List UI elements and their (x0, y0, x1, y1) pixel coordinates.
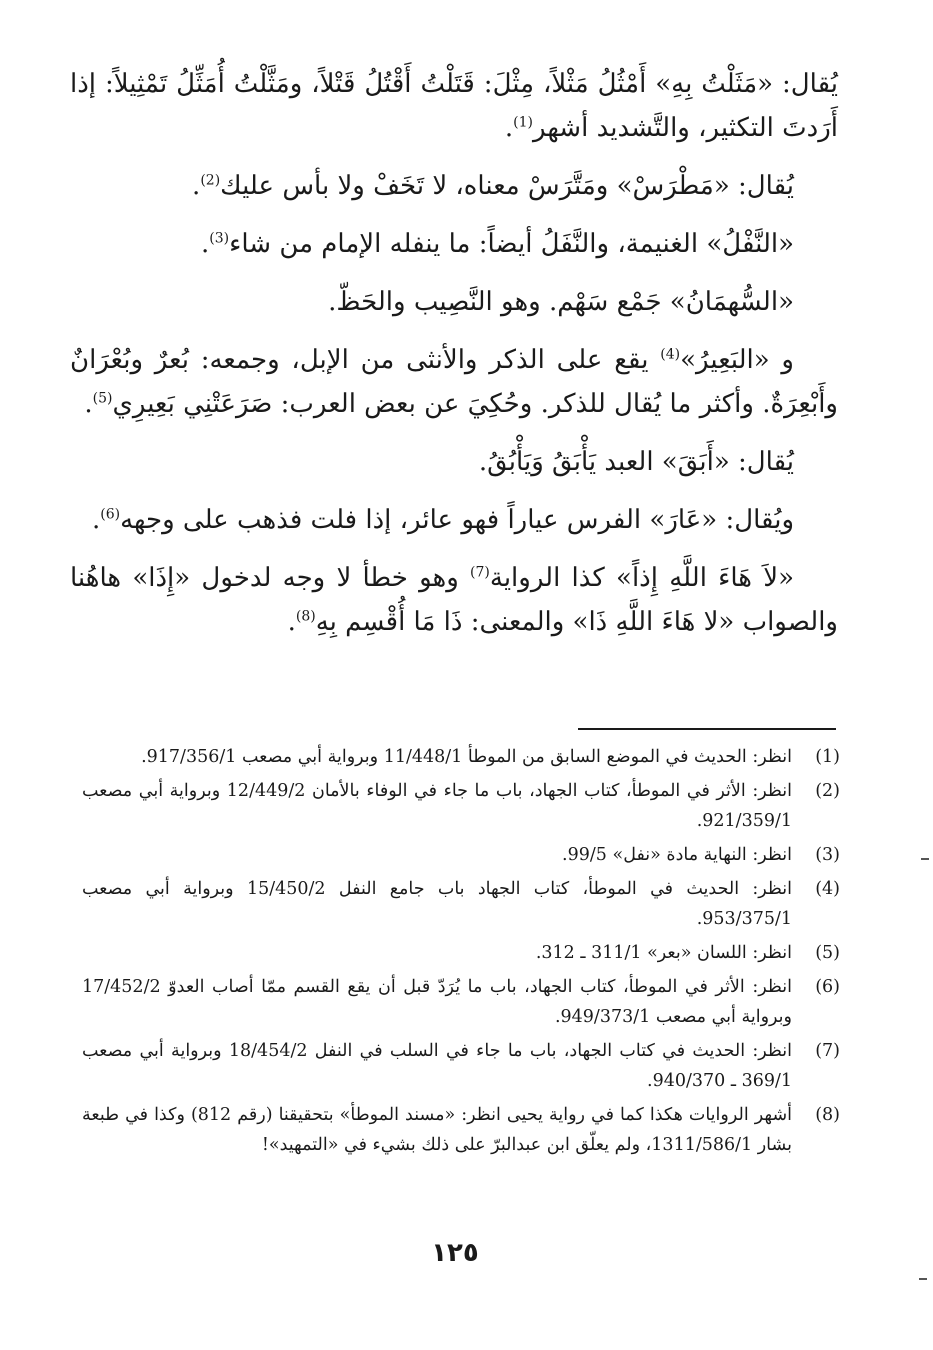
paragraph: يُقال: «مَثَلْتُ بِهِ» أَمْثُلُ مَثْلاً، مِثْلَ: قَتَلْتُ أَقْتُلُ قَتْلاً، ومَثَّلْتُ أُمَثِّلُ تَمْثِيلاً: إذا أَرَدتَ التكثير، والتَّشديد أشهر$^{(1)}$. (70, 69, 838, 143)
paragraph: و «البَعِيرُ»$^{(4)}$ يقع على الذكر والأنثى من الإبل، وجمعه: بُعرٌ وبُعْرَانٌ وأَبْعِرَةٌ. وأكثر ما يُقال للذكر. وحُكِيَ عن بعض العرب: صَرَعَتْنِي بَعِيرِي$^{(5)}$. (70, 345, 838, 419)
footnote-number: (5) (815, 943, 840, 963)
footnote-item (82, 742, 840, 772)
paragraph: يُقال: «مَطْرَسْ» ومَتَّرَسْ معناه، لا تَخَفْ ولا بأس عليك$^{(2)}$. (192, 171, 794, 201)
footnote-item (82, 874, 840, 934)
footnote-text: انظر: الأثر في الموطأ، كتاب الجهاد، باب ما جاء في الوفاء بالأمان 12/449/2 وبرواية أبي مصعب 921/359/1. (82, 781, 792, 831)
footnote-ref[interactable]: (1) (513, 114, 533, 131)
footnote-number: (7) (815, 1041, 840, 1061)
paragraph: ويُقال: «عَارَ» الفرس عياراً فهو عائر، إذا فلت فذهب على وجهه$^{(6)}$. (91, 505, 794, 535)
footnote-text: انظر: الأثر في الموطأ، كتاب الجهاد، باب ما يُرَدّ قبل أن يقع القسم ممّا أصاب العدوّ 17/452/2 وبرواية أبي مصعب 949/373/1. (82, 977, 792, 1027)
scan-edge-mark (919, 1278, 927, 1280)
footnote-number: (6) (815, 977, 840, 997)
footnote-ref[interactable]: (6) (100, 506, 121, 523)
page-number: ١٢٥ (431, 1238, 479, 1268)
footnote-ref[interactable]: (2) (200, 172, 221, 189)
footnote-text: انظر: الحديث في الموضع السابق من الموطأ 11/448/1 وبرواية أبي مصعب 917/356/1. (141, 747, 792, 767)
footnote-text: أشهر الروايات هكذا كما في رواية يحيى انظر: «مسند الموطأ» بتحقيقنا (رقم 812) وكذا في طبعة بشار 1311/586/1، ولم يعلّق ابن عبدالبرّ على ذلك بشيء في «التمهيد»! (82, 1105, 792, 1155)
footnote-ref[interactable]: (4) (660, 346, 681, 363)
footnote-number: (2) (815, 781, 840, 801)
footnote-text: انظر: الحديث في الموطأ، كتاب الجهاد باب جامع النفل 15/450/2 وبرواية أبي مصعب 953/375/1. (82, 879, 792, 929)
footnote-item (82, 776, 840, 836)
footnote-number: (3) (815, 845, 840, 865)
paragraph: يُقال: «أَبَقَ» العبد يَأْبَقُ وَيَأْبُقُ. (478, 447, 794, 477)
footnote-ref[interactable]: (5) (92, 390, 113, 407)
footnote-item (82, 840, 840, 870)
footnote-item (82, 1036, 840, 1096)
scan-edge-mark (921, 858, 929, 860)
footnote-text: انظر: اللسان «بعر» 311/1 ـ 312. (535, 943, 792, 963)
paragraph: «النَّفْلُ» الغنيمة، والنَّفَلُ أيضاً: ما ينفله الإمام من شاء$^{(3)}$. (201, 229, 794, 259)
footnote-text: انظر: الحديث في كتاب الجهاد، باب ما جاء في السلب في النفل 18/454/2 وبرواية أبي مصعب 369/1 ـ 940/370. (82, 1041, 792, 1091)
footnote-number: (8) (815, 1105, 840, 1125)
footnote-ref[interactable]: (3) (209, 230, 230, 247)
paragraph: «لاَ هَاءَ اللَّهِ إِذاً» كذا الرواية$^{(7)}$ وهو خطأ لا وجه لدخول «إِذَا» هاهُنا والصواب «لا هَاءَ اللَّهِ ذَا» والمعنى: ذَا مَا أُقْسِم بِهِ$^{(8)}$. (70, 563, 838, 637)
footnote-item (82, 1100, 840, 1160)
main-text (70, 62, 838, 658)
footnote-item (82, 972, 840, 1032)
footnote-number: (1) (815, 747, 840, 767)
footnote-ref[interactable]: (8) (295, 608, 316, 625)
footnote-ref[interactable]: (7) (470, 564, 490, 581)
footnotes (82, 742, 840, 1164)
paragraph: «السُّهمَانُ» جَمْع سَهْم. وهو النَّصِيب والحَظّ. (328, 287, 794, 317)
footnote-item (82, 938, 840, 968)
footnote-number: (4) (815, 879, 840, 899)
footnote-text: انظر: النهاية مادة «نفل» 99/5. (562, 845, 792, 865)
footnote-separator (578, 728, 836, 730)
